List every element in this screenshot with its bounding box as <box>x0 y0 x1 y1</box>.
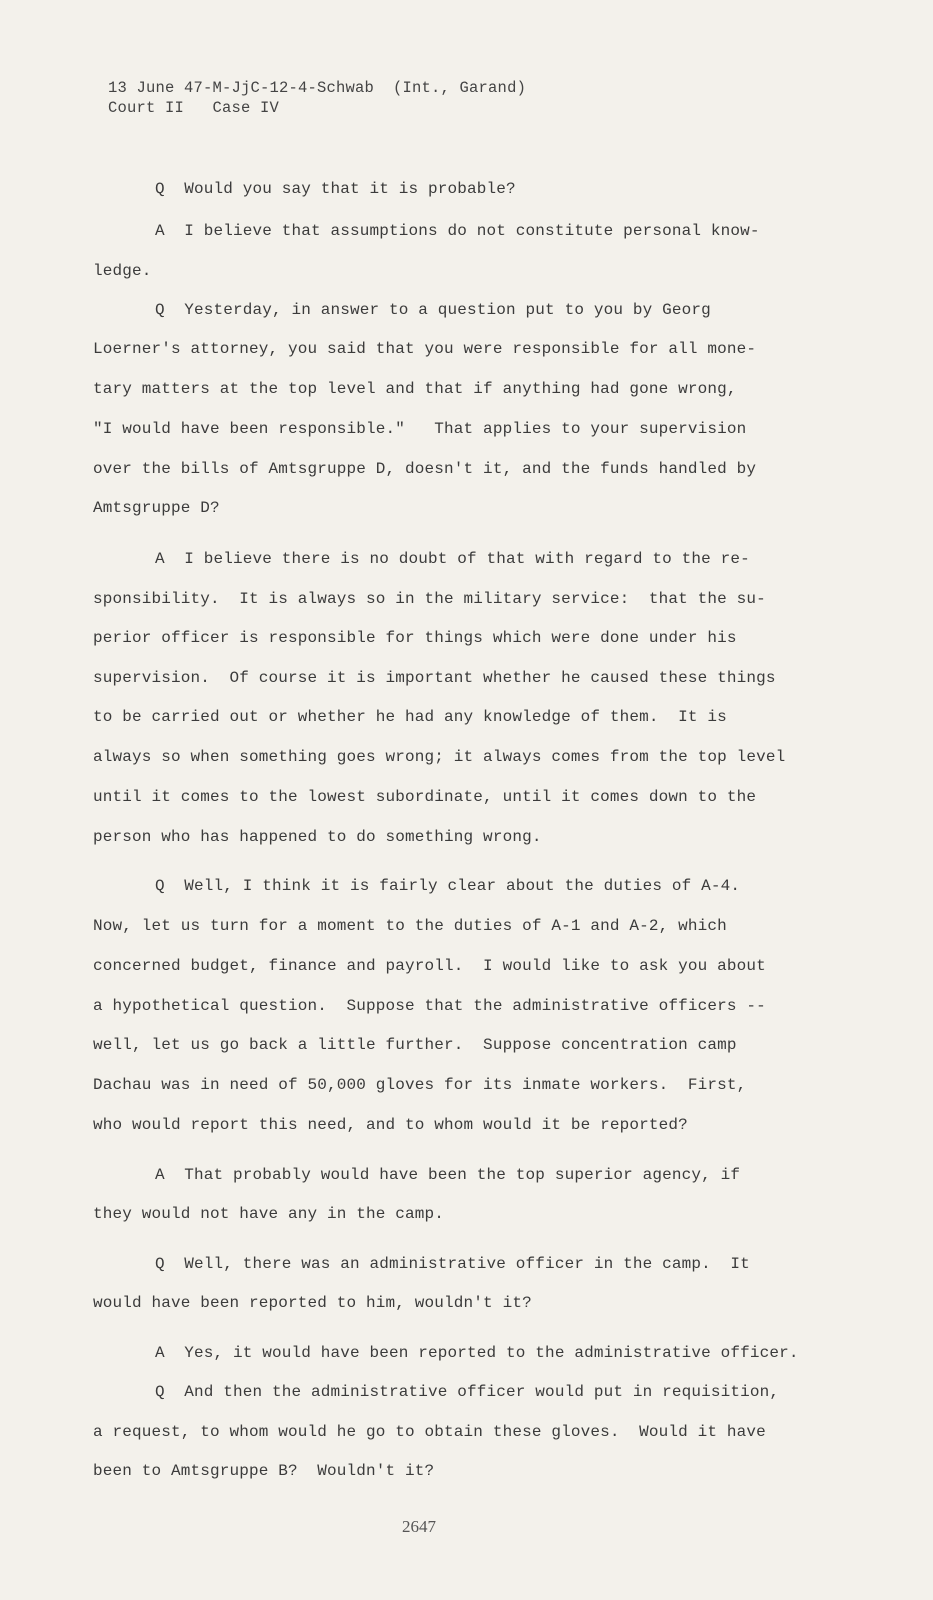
transcript-line: Q Well, I think it is fairly clear about the duties of A-4. <box>155 877 741 895</box>
transcript-line: "I would have been responsible." That applies to your supervision <box>93 420 747 438</box>
transcript-line: over the bills of Amtsgruppe D, doesn't it, and the funds handled by <box>93 460 757 478</box>
transcript-line: always so when something goes wrong; it always comes from the top level <box>93 748 786 766</box>
transcript-line: they would not have any in the camp. <box>93 1205 445 1223</box>
transcript-line: Q Would you say that it is probable? <box>155 180 516 198</box>
transcript-line: tary matters at the top level and that if anything had gone wrong, <box>93 380 737 398</box>
transcript-line: Q And then the administrative officer would put in requisition, <box>155 1383 780 1401</box>
transcript-line: supervision. Of course it is important whether he caused these things <box>93 669 776 687</box>
transcript-line: ledge. <box>93 262 152 280</box>
transcript-line: a request, to whom would he go to obtain these gloves. Would it have <box>93 1423 766 1441</box>
page-number: 2647 <box>402 1517 436 1536</box>
transcript-line: sponsibility. It is always so in the military service: that the su- <box>93 590 766 608</box>
transcript-line: perior officer is responsible for things which were done under his <box>93 629 737 647</box>
transcript-line: concerned budget, finance and payroll. I would like to ask you about <box>93 957 766 975</box>
header-court-case: Court II Case IV <box>108 99 280 117</box>
transcript-line: A Yes, it would have been reported to the administrative officer. <box>155 1344 799 1362</box>
transcript-line: Q Yesterday, in answer to a question put to you by Georg <box>155 301 711 319</box>
transcript-line: would have been reported to him, wouldn't it? <box>93 1294 532 1312</box>
document-header <box>108 78 526 118</box>
transcript-line: Q Well, there was an administrative officer in the camp. It <box>155 1255 750 1273</box>
transcript-line: A I believe that assumptions do not constitute personal know- <box>155 222 760 240</box>
transcript-line: Now, let us turn for a moment to the duties of A-1 and A-2, which <box>93 917 727 935</box>
transcript-line: to be carried out or whether he had any knowledge of them. It is <box>93 708 727 726</box>
transcript-line: A I believe there is no doubt of that with regard to the re- <box>155 550 750 568</box>
transcript-line: Amtsgruppe D? <box>93 499 220 517</box>
transcript-line: who would report this need, and to whom would it be reported? <box>93 1116 688 1134</box>
transcript-line: person who has happened to do something wrong. <box>93 828 542 846</box>
transcript-line: well, let us go back a little further. Suppose concentration camp <box>93 1036 737 1054</box>
transcript-line: until it comes to the lowest subordinate, until it comes down to the <box>93 788 757 806</box>
transcript-line: Loerner's attorney, you said that you were responsible for all mone- <box>93 340 757 358</box>
transcript-line: been to Amtsgruppe B? Wouldn't it? <box>93 1462 435 1480</box>
transcript-line: Dachau was in need of 50,000 gloves for its inmate workers. First, <box>93 1076 747 1094</box>
header-case-reference: 13 June 47-M-JjC-12-4-Schwab (Int., Garand) <box>108 79 527 97</box>
transcript-line: a hypothetical question. Suppose that the administrative officers -- <box>93 997 766 1015</box>
transcript-line: A That probably would have been the top superior agency, if <box>155 1166 741 1184</box>
